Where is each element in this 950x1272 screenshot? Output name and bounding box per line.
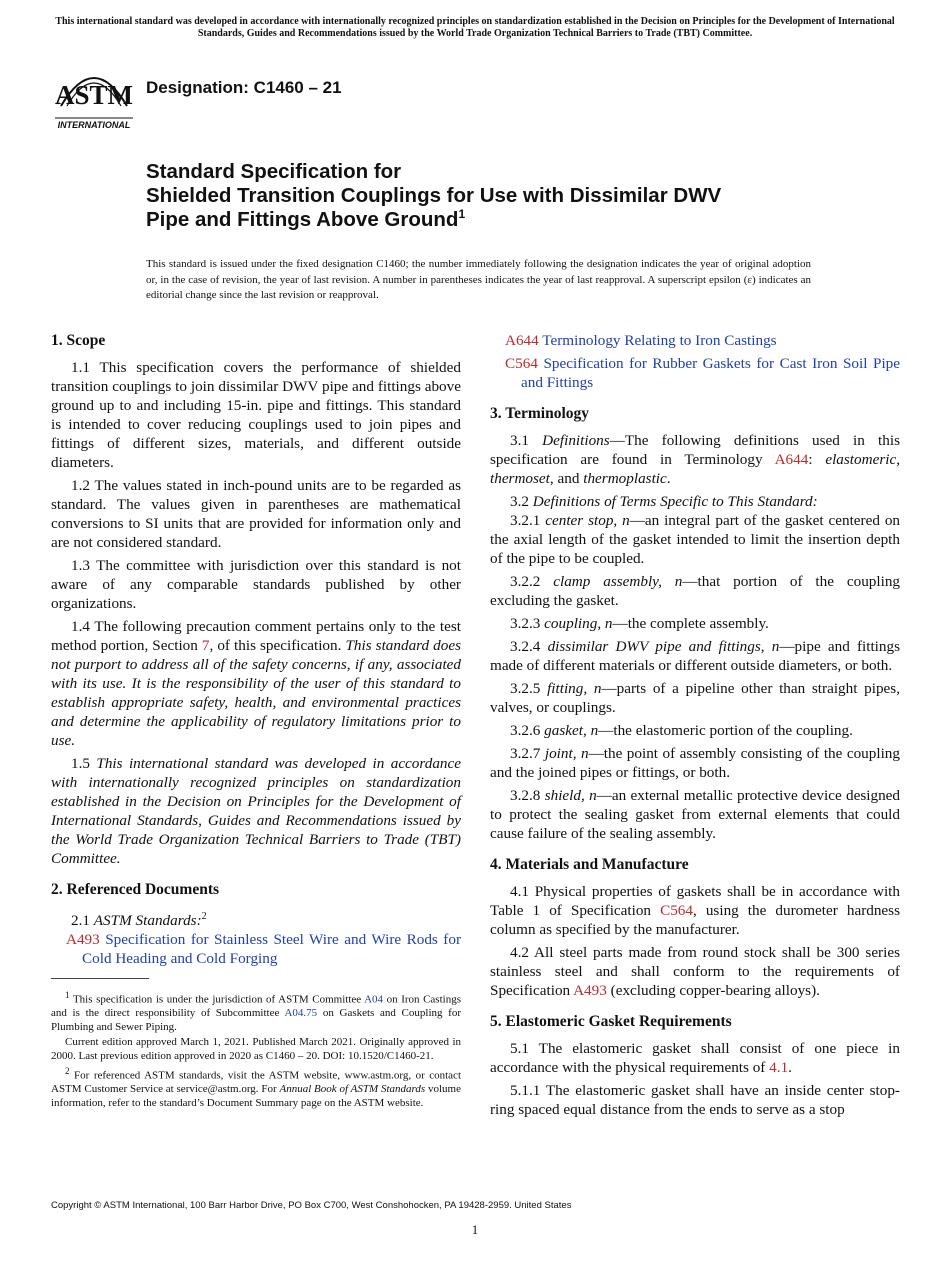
def-3-2-8: 3.2.8 shield, n—an external metallic protective device designed to protect the sealing gasket from external elements that could cause failure of the sealing assembly. bbox=[490, 787, 901, 842]
logo-subtext: INTERNATIONAL bbox=[57, 120, 131, 130]
a644-link[interactable]: A644 bbox=[774, 451, 809, 468]
refdocs-heading: 2. Referenced Documents bbox=[51, 881, 220, 898]
right-column bbox=[490, 331, 900, 1123]
def-3-2-5: 3.2.5 fitting, n—parts of a pipeline other than straight pipes, valves, or couplings. bbox=[490, 680, 900, 716]
a04-link[interactable]: A04 bbox=[364, 993, 384, 1006]
para-1-5: 1.5 This international standard was developed in accordance with internationally recognized principles on standardization established in the Decision on Principles for the Development of International Standards, Guides and Recommendations issued by the World Trade Organization Technical Barriers to Trade (TBT) Committee. bbox=[51, 755, 461, 867]
def-3-2-3: 3.2.3 coupling, n—the complete assembly. bbox=[510, 615, 769, 632]
def-3-2-6: 3.2.6 gasket, n—the elastomeric portion of the coupling. bbox=[510, 722, 853, 739]
gasket-heading: 5. Elastomeric Gasket Requirements bbox=[490, 1013, 732, 1030]
para-1-1: 1.1 This specification covers the performance of shielded transition couplings to join dissimilar DWV pipe and fittings above ground up to and including 15-in. pipe and fittings. This standard is intended to cover reducing couplings used to join pipes and fittings of different sizes, materials, and different outside diameters. bbox=[51, 359, 461, 471]
left-column bbox=[51, 331, 461, 972]
para-3-2: 3.2 Definitions of Terms Specific to This Standard: bbox=[510, 493, 818, 510]
document-title bbox=[146, 160, 866, 232]
title-line-3: Pipe and Fittings Above Ground bbox=[146, 208, 459, 231]
materials-heading: 4. Materials and Manufacture bbox=[490, 856, 689, 873]
footnote-rule bbox=[51, 978, 149, 979]
para-3-1: 3.1 Definitions—The following definitions used in this specification are found in Terminology A644: elastomeric, thermoset, and thermoplastic. bbox=[490, 432, 900, 487]
ref-a644[interactable]: A644 Terminology Relating to Iron Castings bbox=[505, 332, 777, 349]
footnote-2: $^2$ For referenced ASTM standards, visit the ASTM website, www.astm.org, or contact ASTM Customer Service at service@astm.org. For Annual Book of ASTM Standards volume information, refer to the standard’s Document Summary page on the ASTM website. bbox=[51, 1066, 461, 1109]
astm-logo-icon bbox=[53, 56, 135, 132]
def-3-2-2: 3.2.2 clamp assembly, n—that portion of the coupling excluding the gasket. bbox=[490, 573, 901, 609]
page-number: 1 bbox=[471, 1222, 479, 1237]
scope-heading: 1. Scope bbox=[51, 332, 106, 349]
ref-c564[interactable]: C564 Specification for Rubber Gaskets for Cast Iron Soil Pipe and Fittings bbox=[505, 355, 901, 391]
def-3-2-1: 3.2.1 center stop, n—an integral part of the gasket centered on the axial length of the gasket intended to limit the insertion depth of the pipe to be coupled. bbox=[490, 512, 901, 567]
def-3-2-7: 3.2.7 joint, n—the point of assembly consisting of the coupling and the joined pipes or fittings, or both. bbox=[490, 745, 900, 781]
footnote-1-edition: Current edition approved March 1, 2021. Published March 2021. Originally approved in 2000. Last previous edition approved in 2020 as C1460 – 20. DOI: 10.1520/C1460-21. bbox=[51, 1036, 461, 1062]
para-2-1: 2.1 ASTM Standards:$^2$ bbox=[71, 911, 207, 930]
terminology-heading: 3. Terminology bbox=[490, 405, 590, 422]
section-4-1-link[interactable]: 4.1 bbox=[769, 1059, 789, 1076]
section-7-link[interactable]: 7 bbox=[201, 637, 210, 654]
ref-a493[interactable]: A493 Specification for Stainless Steel Wire and Wire Rods for Cold Heading and Cold Forging bbox=[66, 931, 462, 968]
para-1-2: 1.2 The values stated in inch-pound units are to be regarded as standard. The values given in parentheses are mathematical conversions to SI units that are provided for information only and are not considered standard. bbox=[51, 477, 461, 551]
footnote-1: $^1$ This specification is under the jurisdiction of ASTM Committee A04 on Iron Castings and is the direct responsibility of Subcommittee A04.75 on Gaskets and Coupling for Plumbing and Sewer Piping. bbox=[51, 990, 462, 1033]
para-1-3: 1.3 The committee with jurisdiction over this standard is not aware of any comparable standards published by other organizations. bbox=[51, 557, 461, 612]
para-4-1: 4.1 Physical properties of gaskets shall be in accordance with Table 1 of Specification C564, using the durometer hardness column as specified by the manufacturer. bbox=[490, 883, 900, 938]
logo-text: ASTM bbox=[54, 80, 134, 110]
footnotes bbox=[51, 978, 461, 1112]
title-footnote-ref[interactable]: 1 bbox=[458, 207, 466, 221]
title-line-2: Shielded Transition Couplings for Use with Dissimilar DWV bbox=[146, 184, 722, 207]
tbt-notice: This international standard was developed in accordance with internationally recognized principles on standardization established in the Decision on Principles for the Development of International Standards, Guides and Recommendations issued by the World Trade Organization Technical Barriers to Trade (TBT) Committee. bbox=[55, 16, 895, 39]
a0475-link[interactable]: A04.75 bbox=[284, 1007, 318, 1020]
title-line-1: Standard Specification for bbox=[146, 160, 402, 183]
c564-link[interactable]: C564 bbox=[660, 902, 693, 919]
para-5-1: 5.1 The elastomeric gasket shall consist of one piece in accordance with the physical requirements of 4.1. bbox=[490, 1040, 900, 1076]
designation: Designation: C1460 – 21 bbox=[146, 78, 342, 97]
para-4-2: 4.2 All steel parts made from round stock shall be 300 series stainless steel and shall conform to the requirements of Specification A493 (excluding copper-bearing alloys). bbox=[490, 944, 900, 999]
copyright: Copyright © ASTM International, 100 Barr Harbor Drive, PO Box C700, West Conshohocken, PA 19428-2959. United States bbox=[51, 1200, 572, 1211]
issued-note: This standard is issued under the fixed designation C1460; the number immediately following the designation indicates the year of original adoption or, in the case of revision, the year of last revision. A number in parentheses indicates the year of last reapproval. A superscript epsilon (ε) indicates an editorial change since the last revision or reapproval. bbox=[146, 258, 811, 301]
a493-link[interactable]: A493 bbox=[573, 982, 607, 999]
para-5-1-1: 5.1.1 The elastomeric gasket shall have an inside center stop-ring spaced equal distance from the ends to serve as a stop bbox=[490, 1082, 900, 1118]
para-1-4: 1.4 The following precaution comment pertains only to the test method portion, Section 7, of this specification. This standard does not purport to address all of the safety concerns, if any, associated with its use. It is the responsibility of the user of this standard to establish appropriate safety, health, and environmental practices and determine the applicability of regulatory limitations prior to use. bbox=[51, 618, 461, 749]
def-3-2-4: 3.2.4 dissimilar DWV pipe and fittings, n—pipe and fittings made of different materials or different outside diameters, or both. bbox=[490, 638, 900, 674]
